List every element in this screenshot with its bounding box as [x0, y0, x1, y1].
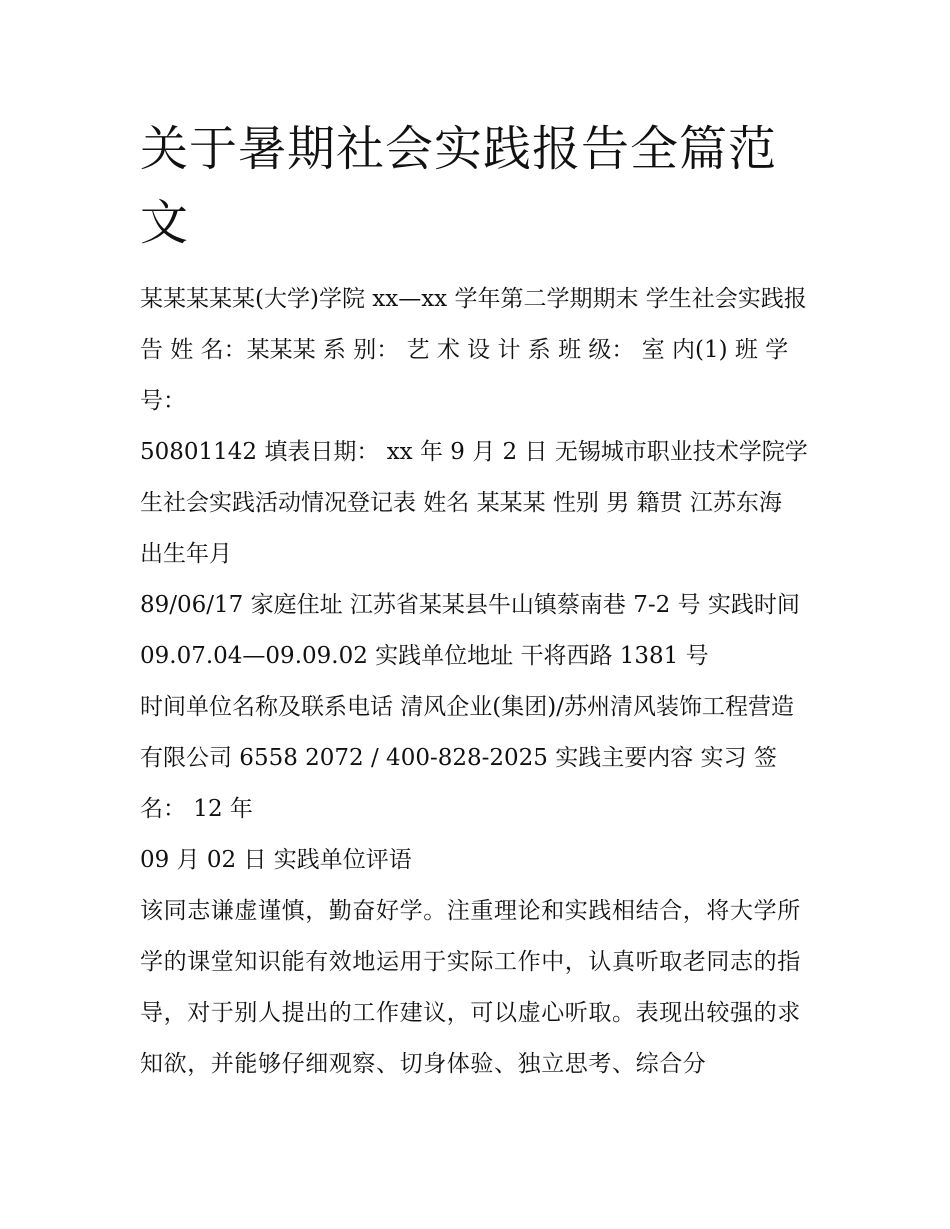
- paragraph-student-info: 某某某某某(大学)学院 xx—xx 学年第二学期期末 学生社会实践报告 姓 名：某某某 系 别： 艺 术 设 计 系 班 级： 室 内(1) 班 学 号：: [140, 286, 807, 414]
- paragraph-registration-form: 50801142 填表日期： xx 年 9 月 2 日 无锡城市职业技术学院学生社会实践活动情况登记表 姓名 某某某 性别 男 籍贯 江苏东海 出生年月: [140, 439, 808, 567]
- paragraph-evaluation-heading: 09 月 02 日 实践单位评语: [140, 847, 412, 873]
- paragraph-evaluation-text: 该同志谦虚谨慎，勤奋好学。注重理论和实践相结合，将大学所学的课堂知识能有效地运用于实际工作中，认真听取老同志的指导，对于别人提出的工作建议，可以虚心听取。表现出较强的求知欲，并能够仔细观察、切身体验、独立思考、综合分: [140, 898, 801, 1077]
- paragraph-unit-contact: 时间单位名称及联系电话 清风企业(集团)/苏州清风装饰工程营造有限公司 6558 2072 / 400-828-2025 实践主要内容 实习 签名： 12 年: [140, 694, 795, 822]
- document-title: 关于暑期社会实践报告全篇范文: [140, 121, 778, 251]
- document-content: [140, 112, 812, 1090]
- paragraph-address-period: 89/06/17 家庭住址 江苏省某某县牛山镇蔡南巷 7-2 号 实践时间 09.07.04—09.09.02 实践单位地址 干将西路 1381 号: [140, 592, 800, 669]
